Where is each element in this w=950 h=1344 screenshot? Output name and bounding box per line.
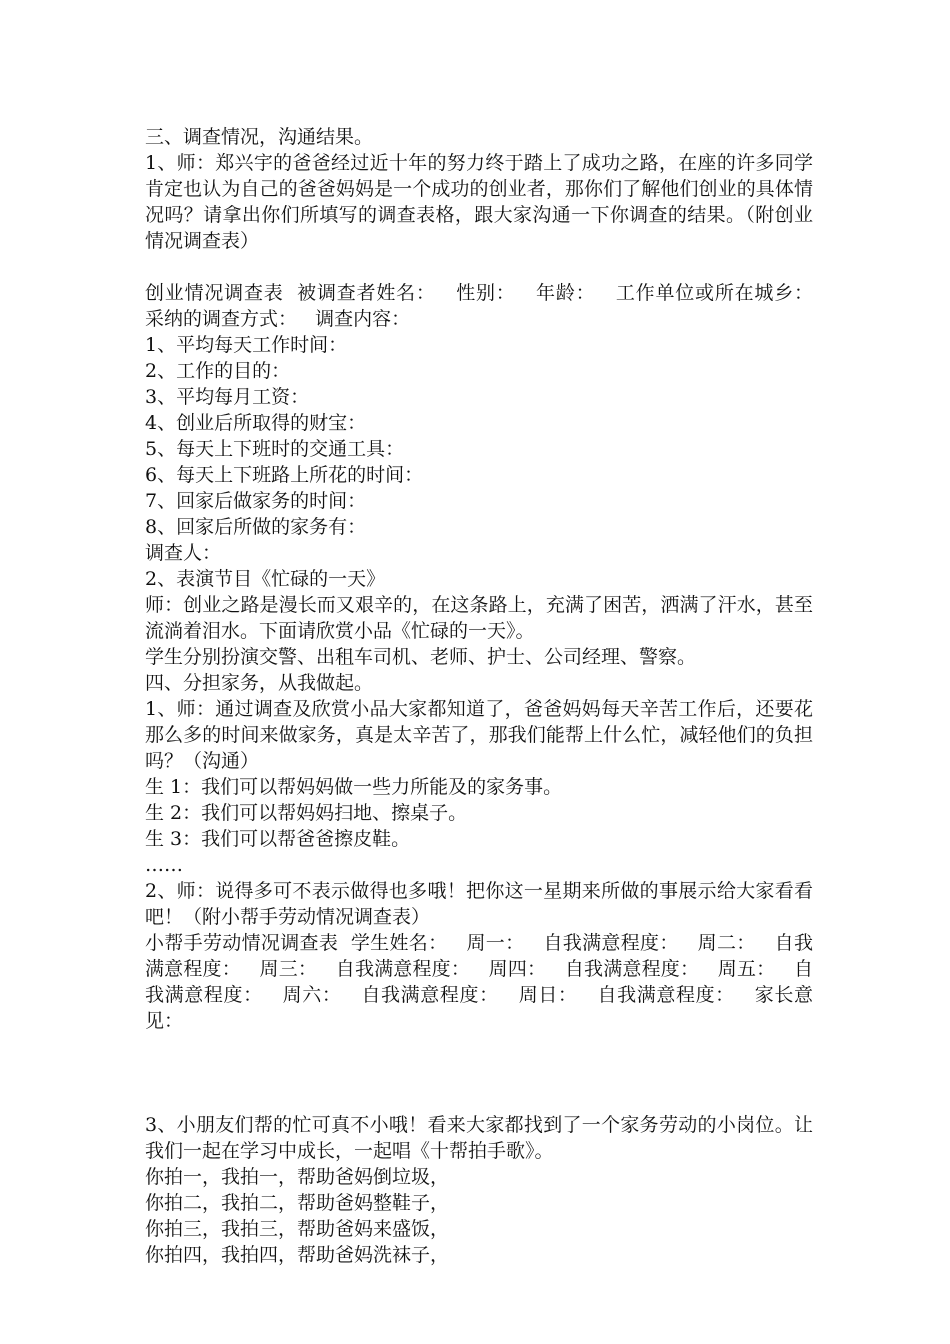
section4-heading: 四、分担家务，从我做起。: [145, 672, 374, 694]
survey1-item: 3、平均每月工资：: [145, 386, 310, 408]
survey1-item: 7、回家后做家务的时间：: [145, 490, 367, 512]
student-answer: 生 2：我们可以帮妈妈扫地、擦桌子。: [145, 802, 468, 824]
song-line: 你拍一，我拍一，帮助爸妈倒垃圾，: [145, 1166, 450, 1188]
song-line: 你拍三，我拍三，帮助爸妈来盛饭，: [145, 1218, 450, 1240]
section3-heading: 三、调查情况，沟通结果。: [145, 126, 374, 148]
survey1-surveyor: 调查人：: [145, 542, 222, 564]
survey1-item: 2、工作的目的：: [145, 360, 291, 382]
survey1-item: 6、每天上下班路上所花的时间：: [145, 464, 424, 486]
song-line: 你拍四，我拍四，帮助爸妈洗袜子，: [145, 1244, 450, 1266]
section4-paragraph-2: 2、师：说得多可不表示做得也多哦！把你这一星期来所做的事展示给大家看看吧！（附小帮手劳动情况调查表）: [145, 880, 813, 928]
section3-paragraph-1: 1、师：郑兴宇的爸爸经过近十年的努力终于踏上了成功之路，在座的许多同学肯定也认为自己的爸爸妈妈是一个成功的创业者，那你们了解他们创业的具体情况吗？请拿出你们所填写的调查表格，跟大家沟通一下你调查的结果。（附创业情况调查表）: [145, 152, 813, 252]
survey1-header: 创业情况调查表 被调查者姓名： 性别： 年龄： 工作单位或所在城乡： 采纳的调查方式： 调查内容：: [145, 282, 832, 330]
section4-paragraph-3: 3、小朋友们帮的忙可真不小哦！看来大家都找到了一个家务劳动的小岗位。让我们一起在学习中成长，一起唱《十帮拍手歌》。: [145, 1114, 813, 1162]
blank-space: [145, 1034, 813, 1112]
survey2-text: 小帮手劳动情况调查表 学生姓名： 周一： 自我满意程度： 周二： 自我满意程度： 周三： 自我满意程度： 周四： 自我满意程度： 周五： 自我满意程度： 周六： 自我满意程度： 周日： 自我满意程度： 家长意见：: [145, 932, 813, 1032]
survey1-item: 5、每天上下班时的交通工具：: [145, 438, 405, 460]
survey1-item: 4、创业后所取得的财宝：: [145, 412, 367, 434]
performance-roles: 学生分别扮演交警、出租车司机、老师、护士、公司经理、警察。: [145, 646, 697, 668]
document-body: [145, 124, 832, 1268]
student-answer: 生 1：我们可以帮妈妈做一些力所能及的家务事。: [145, 776, 563, 798]
performance-title: 2、表演节目《忙碌的一天》: [145, 568, 386, 590]
performance-teacher: 师：创业之路是漫长而又艰辛的，在这条路上，充满了困苦，洒满了汗水，甚至流淌着泪水。下面请欣赏小品《忙碌的一天》。: [145, 594, 813, 642]
section4-paragraph-1: 1、师：通过调查及欣赏小品大家都知道了，爸爸妈妈每天辛苦工作后，还要花那么多的时间来做家务，真是太辛苦了，那我们能帮上什么忙，减轻他们的负担吗？（沟通）: [145, 698, 813, 772]
blank-line: [145, 254, 813, 280]
survey1-item: 1、平均每天工作时间：: [145, 334, 348, 356]
student-answer: 生 3：我们可以帮爸爸擦皮鞋。: [145, 828, 411, 850]
song-line: 你拍二，我拍二，帮助爸妈整鞋子，: [145, 1192, 450, 1214]
survey1-item: 8、回家后所做的家务有：: [145, 516, 367, 538]
ellipsis: ……: [145, 854, 183, 876]
